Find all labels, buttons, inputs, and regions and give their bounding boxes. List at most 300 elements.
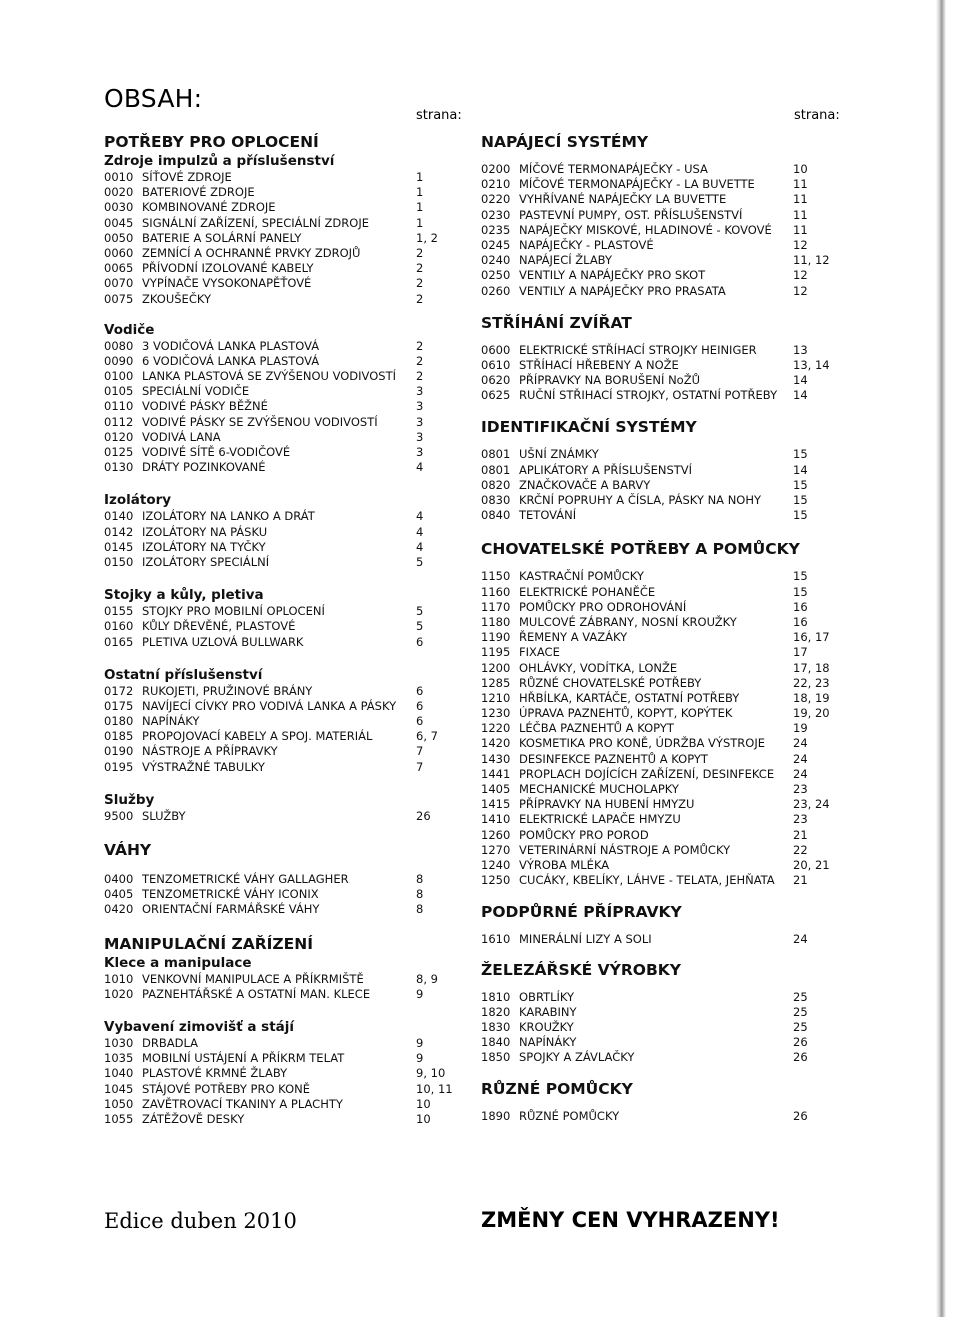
item-page: 8 (416, 887, 424, 902)
list-item (481, 645, 821, 660)
item-page: 4 (416, 524, 424, 539)
list-item (481, 721, 821, 736)
item-name: NAPÁJECÍ ŽLABY (519, 253, 612, 268)
list-item (481, 660, 830, 676)
list-item (481, 478, 821, 493)
section-subheading: Stojky a kůly, pletiva (104, 587, 264, 604)
item-code: 1840 (481, 1035, 511, 1050)
item-name: STOJKY PRO MOBILNÍ OPLOCENÍ (142, 604, 325, 619)
item-name: TENZOMETRICKÉ VÁHY GALLAGHER (142, 872, 349, 886)
item-code: 1820 (481, 1004, 511, 1019)
item-page: 22 (793, 842, 808, 857)
item-code: 1420 (481, 736, 511, 751)
list-item (481, 812, 821, 827)
list-item (481, 990, 821, 1005)
list-item (481, 690, 830, 706)
list-item (104, 525, 464, 540)
item-name: KOSMETIKA PRO KONĚ, ÚDRŽBA VÝSTROJE (519, 736, 765, 751)
item-page: 21 (793, 873, 808, 888)
item-page: 13, 14 (793, 357, 830, 372)
item-name: SÍŤOVÉ ZDROJE (142, 170, 232, 184)
item-page: 25 (793, 989, 808, 1004)
item-code: 0600 (481, 342, 511, 357)
list-item (481, 208, 821, 223)
item-code: 1195 (481, 645, 511, 660)
list-item (481, 585, 821, 600)
list-item (481, 493, 821, 508)
item-page: 6 (416, 698, 424, 713)
list-item (104, 1082, 464, 1097)
item-name: IZOLÁTORY NA TYČKY (142, 539, 266, 554)
item-name: SPECIÁLNÍ VODIČE (142, 384, 250, 399)
item-page: 1 (416, 170, 424, 184)
item-code: 0190 (104, 744, 134, 759)
item-page: 10 (416, 1096, 431, 1111)
item-page: 5 (416, 619, 424, 634)
item-code: 0245 (481, 237, 511, 252)
list-item (481, 932, 821, 947)
item-code: 1850 (481, 1050, 511, 1065)
item-code: 0120 (104, 429, 134, 444)
item-page: 3 (416, 414, 424, 429)
item-name: PLASTOVÉ KRMNÉ ŽLABY (142, 1066, 288, 1081)
item-code: 1415 (481, 797, 511, 812)
list-item (104, 445, 464, 460)
list-item (481, 463, 821, 478)
item-name: MÍČOVÉ TERMONAPÁJEČKY - LA BUVETTE (519, 177, 755, 192)
item-name: 6 VODIČOVÁ LANKA PLASTOVÁ (142, 353, 320, 368)
item-name: VODIVÉ SÍTĚ 6-VODIČOVÉ (142, 445, 291, 459)
item-name: KŮLY DŘEVĚNÉ, PLASTOVÉ (142, 619, 296, 634)
item-page: 14 (793, 462, 808, 477)
item-code: 0175 (104, 698, 134, 713)
item-page: 19, 20 (793, 706, 830, 721)
item-name: KROUŽKY (519, 1019, 574, 1034)
item-page: 4 (416, 539, 424, 554)
toc-column-left (104, 132, 464, 1127)
item-code: 0100 (104, 369, 134, 384)
item-page: 2 (416, 291, 424, 306)
list-item (481, 797, 830, 812)
item-name: VENKOVNÍ MANIPULACE A PŘÍKRMIŠTĚ (142, 971, 364, 986)
item-page: 7 (416, 759, 424, 774)
list-item (104, 200, 464, 215)
item-code: 1260 (481, 827, 511, 842)
item-name: IZOLÁTORY NA LANKO A DRÁT (142, 509, 315, 524)
item-page: 10 (416, 1111, 431, 1126)
list-item (481, 447, 821, 462)
item-code: 0830 (481, 493, 511, 507)
item-name: VETERINÁRNÍ NÁSTROJE A POMŮCKY (519, 842, 731, 857)
item-name: MULCOVÉ ZÁBRANY, NOSNÍ KROUŽKY (519, 614, 737, 629)
list-item (104, 170, 464, 185)
list-item (104, 635, 464, 650)
item-name: ZÁTĚŽOVĚ DESKY (142, 1111, 245, 1126)
item-name: DESINFEKCE PAZNEHTŮ A KOPYT (519, 751, 708, 766)
item-name: ELEKTRICKÉ POHANĚČE (519, 584, 656, 599)
item-name: RUKOJETI, PRUŽINOVÉ BRÁNY (142, 683, 313, 698)
item-code: 1050 (104, 1096, 134, 1111)
item-code: 0801 (481, 462, 511, 477)
item-name: ZKOUŠEČKY (142, 291, 212, 306)
item-name: PROPOJOVACÍ KABELY A SPOJ. MATERIÁL (142, 729, 373, 744)
list-item (104, 714, 464, 729)
list-item (481, 752, 821, 767)
list-item (104, 415, 464, 430)
item-name: MINERÁLNÍ LIZY A SOLI (519, 932, 652, 947)
item-page: 23 (793, 782, 808, 796)
section-heading: ŽELEZÁŘSKÉ VÝROBKY (481, 960, 682, 979)
item-name: NAPÍNÁKY (142, 714, 200, 729)
item-page: 3 (416, 384, 424, 399)
edition-note: Edice duben 2010 (104, 1209, 297, 1233)
list-item (104, 729, 464, 744)
item-name: TENZOMETRICKÉ VÁHY ICONIX (142, 887, 319, 902)
list-item (104, 276, 464, 291)
item-page: 2 (416, 369, 424, 384)
item-name: VÝROBA MLÉKA (519, 857, 610, 872)
item-name: VYHŘÍVANÉ NAPÁJEČKY LA BUVETTE (519, 192, 727, 207)
item-code: 0235 (481, 222, 511, 237)
list-item (481, 223, 821, 238)
list-item (104, 1036, 464, 1051)
item-page: 3 (416, 399, 424, 414)
item-code: 1610 (481, 932, 511, 947)
list-item (481, 1050, 821, 1065)
item-name: CUCÁKY, KBELÍKY, LÁHVE - TELATA, JEHŇATA (519, 873, 775, 888)
list-item (481, 268, 821, 283)
item-code: 1045 (104, 1081, 134, 1096)
list-item (481, 828, 821, 843)
item-code: 0172 (104, 683, 134, 698)
item-code: 1035 (104, 1051, 134, 1066)
list-item (481, 373, 821, 388)
item-page: 9, 10 (416, 1066, 446, 1081)
item-name: RŮZNÉ POMŮCKY (519, 1109, 620, 1124)
item-page: 24 (793, 766, 808, 781)
item-code: 1150 (481, 569, 511, 584)
item-page: 5 (416, 554, 424, 569)
item-code: 1410 (481, 812, 511, 827)
page-title: OBSAH: (104, 84, 203, 113)
item-page: 26 (416, 808, 431, 823)
item-name: SLUŽBY (142, 808, 186, 823)
item-code: 0050 (104, 230, 134, 245)
list-item (104, 1112, 464, 1127)
item-code: 1040 (104, 1066, 134, 1081)
list-item (481, 782, 821, 797)
section-heading: PODPŮRNÉ PŘÍPRAVKY (481, 903, 682, 922)
item-page: 12 (793, 237, 808, 252)
list-item (104, 1051, 464, 1066)
strana-label-right: strana: (794, 108, 840, 123)
item-name: DRBADLA (142, 1035, 198, 1050)
item-page: 5 (416, 604, 424, 619)
item-code: 0820 (481, 477, 511, 492)
item-name: VENTILY A NAPÁJEČKY PRO PRASATA (519, 283, 726, 298)
item-code: 1180 (481, 614, 511, 629)
item-code: 0620 (481, 373, 511, 388)
item-page: 10 (793, 162, 808, 176)
list-item (104, 972, 464, 987)
list-item (104, 540, 464, 555)
item-page: 2 (416, 245, 424, 260)
section-heading: NAPÁJECÍ SYSTÉMY (481, 133, 649, 151)
list-item (481, 675, 830, 691)
section-heading: POTŘEBY PRO OPLOCENÍ (104, 133, 319, 151)
item-page: 26 (793, 1109, 808, 1124)
item-page: 24 (793, 736, 808, 751)
item-page: 24 (793, 751, 808, 766)
item-name: PŘÍPRAVKY NA BORUŠENÍ NoŽŮ (519, 373, 701, 388)
item-page: 1 (416, 215, 424, 230)
list-item (481, 615, 821, 630)
list-item (481, 508, 821, 523)
item-code: 1441 (481, 766, 511, 781)
item-page: 7 (416, 744, 424, 759)
item-page: 16, 17 (793, 630, 830, 645)
list-item (104, 619, 464, 634)
item-page: 6 (416, 714, 424, 729)
item-code: 1010 (104, 971, 134, 986)
list-item (481, 253, 830, 268)
item-code: 0200 (481, 162, 511, 176)
item-code: 0180 (104, 714, 134, 729)
item-page: 15 (793, 569, 808, 584)
item-name: 3 VODIČOVÁ LANKA PLASTOVÁ (142, 338, 320, 353)
item-code: 0130 (104, 460, 134, 475)
section-subheading: Izolátory (104, 492, 172, 509)
item-name: VYPÍNAČE VYSOKONAPĚŤOVÉ (142, 276, 312, 291)
item-code: 0801 (481, 447, 511, 462)
item-page: 3 (416, 445, 424, 459)
section-subheading: Klece a manipulace (104, 954, 252, 971)
list-item (104, 231, 464, 246)
item-page: 16 (793, 614, 808, 629)
list-item (104, 430, 464, 445)
list-item (104, 555, 464, 570)
item-name: STŘÍHACÍ HŘEBENY A NOŽE (519, 357, 679, 372)
list-item (104, 246, 464, 261)
item-page: 1, 2 (416, 230, 438, 245)
item-page: 12 (793, 268, 808, 283)
list-item (481, 706, 830, 721)
item-page: 9 (416, 1051, 424, 1066)
item-code: 0020 (104, 185, 134, 200)
list-item (481, 357, 830, 373)
item-code: 0075 (104, 291, 134, 306)
item-page: 2 (416, 338, 424, 353)
item-page: 8 (416, 902, 424, 917)
item-code: 1055 (104, 1111, 134, 1126)
item-page: 24 (793, 932, 808, 947)
item-code: 1190 (481, 630, 511, 645)
list-item (481, 388, 821, 403)
item-page: 14 (793, 388, 808, 403)
item-name: PŘÍVODNÍ IZOLOVANÉ KABELY (142, 261, 314, 276)
price-disclaimer: ZMĚNY CEN VYHRAZENY! (481, 1208, 780, 1232)
list-item (104, 369, 464, 384)
item-page: 2 (416, 353, 424, 368)
item-name: VÝSTRAŽNÉ TABULKY (142, 759, 265, 774)
item-name: KOMBINOVANÉ ZDROJE (142, 200, 276, 215)
item-page: 8, 9 (416, 971, 438, 986)
item-page: 1 (416, 200, 424, 215)
item-code: 0160 (104, 619, 134, 634)
item-code: 0150 (104, 554, 134, 569)
section-heading: STŘÍHÁNÍ ZVÍŘAT (481, 313, 632, 332)
item-page: 6, 7 (416, 729, 438, 744)
item-page: 15 (793, 508, 808, 523)
item-page: 17, 18 (793, 660, 830, 675)
item-code: 1240 (481, 857, 511, 872)
item-name: NÁSTROJE A PŘÍPRAVKY (142, 744, 278, 759)
item-code: 0090 (104, 353, 134, 368)
item-name: STÁJOVÉ POTŘEBY PRO KONĚ (142, 1081, 311, 1096)
item-code: 0210 (481, 177, 511, 192)
list-item (481, 162, 821, 177)
item-name: ELEKTRICKÉ STŘÍHACÍ STROJKY HEINIGER (519, 342, 757, 357)
list-item (104, 216, 464, 231)
item-page: 20, 21 (793, 857, 830, 872)
list-item (481, 1109, 821, 1124)
item-name: KASTRAČNÍ POMŮCKY (519, 569, 644, 584)
item-code: 0110 (104, 399, 134, 414)
item-name: VODIVÉ PÁSKY SE ZVÝŠENOU VODIVOSTÍ (142, 414, 378, 429)
item-page: 15 (793, 447, 808, 462)
item-code: 1285 (481, 675, 511, 690)
list-item (481, 873, 821, 888)
item-name: MECHANICKÉ MUCHOLAPKY (519, 782, 679, 796)
list-item (104, 339, 464, 354)
item-code: 0080 (104, 338, 134, 353)
item-name: PŘÍPRAVKY NA HUBENÍ HMYZU (519, 797, 695, 812)
item-page: 18, 19 (793, 690, 830, 705)
list-item (481, 1020, 821, 1035)
list-item (104, 509, 464, 524)
item-page: 11 (793, 192, 808, 207)
item-code: 0140 (104, 509, 134, 524)
item-page: 15 (793, 477, 808, 492)
item-name: NAVÍJECÍ CÍVKY PRO VODIVÁ LANKA A PÁSKY (142, 698, 397, 713)
item-code: 0045 (104, 215, 134, 230)
item-page: 25 (793, 1004, 808, 1019)
item-name: KARABINY (519, 1004, 577, 1019)
item-name: RŮZNÉ CHOVATELSKÉ POTŘEBY (519, 675, 702, 690)
item-page: 6 (416, 683, 424, 698)
item-code: 0240 (481, 253, 511, 268)
section-subheading: Služby (104, 791, 155, 808)
item-code: 1810 (481, 989, 511, 1004)
section-heading: MANIPULAČNÍ ZAŘÍZENÍ (104, 934, 313, 953)
item-name: PASTEVNÍ PUMPY, OST. PŘÍSLUŠENSTVÍ (519, 207, 743, 222)
section-heading: RŮZNÉ POMŮCKY (481, 1080, 633, 1099)
item-page: 2 (416, 261, 424, 276)
list-item (481, 736, 821, 751)
item-name: BATERIOVÉ ZDROJE (142, 185, 255, 200)
item-page: 11 (793, 222, 808, 237)
item-page: 21 (793, 827, 808, 842)
item-code: 0112 (104, 414, 134, 429)
item-page: 10, 11 (416, 1081, 453, 1096)
list-item (481, 569, 821, 584)
list-item (481, 177, 821, 192)
item-code: 0400 (104, 872, 134, 886)
item-page: 13 (793, 342, 808, 357)
item-name: ZEMNÍCÍ A OCHRANNÉ PRVKY ZDROJŮ (142, 245, 361, 260)
section-heading: IDENTIFIKAČNÍ SYSTÉMY (481, 418, 697, 437)
section-subheading: Zdroje impulzů a příslušenství (104, 153, 335, 169)
section-heading: CHOVATELSKÉ POTŘEBY A POMŮCKY (481, 540, 800, 559)
item-name: POMŮCKY PRO POROD (519, 827, 649, 842)
item-page: 19 (793, 721, 808, 736)
list-item (104, 292, 464, 307)
list-item (104, 987, 464, 1002)
item-name: SIGNÁLNÍ ZAŘÍZENÍ, SPECIÁLNÍ ZDROJE (142, 215, 369, 230)
item-page: 23 (793, 812, 808, 827)
item-page: 26 (793, 1035, 808, 1050)
list-item (481, 284, 821, 299)
item-name: APLIKÁTORY A PŘÍSLUŠENSTVÍ (519, 462, 693, 477)
list-item (104, 887, 464, 902)
item-name: NAPÍNÁKY (519, 1035, 577, 1050)
item-code: 0625 (481, 388, 511, 403)
toc-column-right (481, 132, 830, 1125)
item-name: SPOJKY A ZÁVLAČKY (519, 1050, 635, 1065)
item-page: 11 (793, 177, 808, 192)
list-item (481, 600, 821, 615)
list-item (481, 238, 821, 253)
list-item (481, 630, 830, 645)
item-page: 16 (793, 599, 808, 614)
item-name: VENTILY A NAPÁJEČKY PRO SKOT (519, 268, 706, 283)
list-item (104, 185, 464, 200)
item-code: 0250 (481, 268, 511, 283)
item-page: 8 (416, 872, 424, 886)
page-edge-shadow (936, 0, 946, 1317)
item-page: 25 (793, 1019, 808, 1034)
item-page: 3 (416, 429, 424, 444)
item-code: 1830 (481, 1019, 511, 1034)
item-code: 0010 (104, 170, 134, 184)
item-name: POMŮCKY PRO ODROHOVÁNÍ (519, 599, 687, 614)
item-code: 0420 (104, 902, 134, 917)
list-item (104, 261, 464, 276)
list-item (104, 460, 464, 475)
item-code: 9500 (104, 808, 134, 823)
list-item (481, 767, 821, 782)
item-name: VODIVÉ PÁSKY BĚŽNÉ (142, 399, 268, 414)
item-name: OHLÁVKY, VODÍTKA, LONŽE (519, 660, 678, 675)
section-subheading: Ostatní příslušenství (104, 666, 263, 683)
item-page: 6 (416, 634, 424, 649)
item-code: 1030 (104, 1035, 134, 1050)
item-name: MOBILNÍ USTÁJENÍ A PŘÍKRM TELAT (142, 1051, 345, 1066)
item-code: 1890 (481, 1109, 511, 1124)
item-code: 0065 (104, 261, 134, 276)
list-item (104, 684, 464, 699)
item-code: 1160 (481, 584, 511, 599)
item-code: 0840 (481, 508, 511, 523)
item-code: 0260 (481, 283, 511, 298)
section-subheading: Vybavení zimovišť a stájí (104, 1018, 295, 1035)
item-code: 0125 (104, 445, 134, 459)
list-item (481, 1005, 821, 1020)
list-item (104, 760, 464, 775)
item-name: NAPÁJEČKY - PLASTOVÉ (519, 237, 654, 252)
item-code: 0165 (104, 634, 134, 649)
item-page: 1 (416, 185, 424, 200)
